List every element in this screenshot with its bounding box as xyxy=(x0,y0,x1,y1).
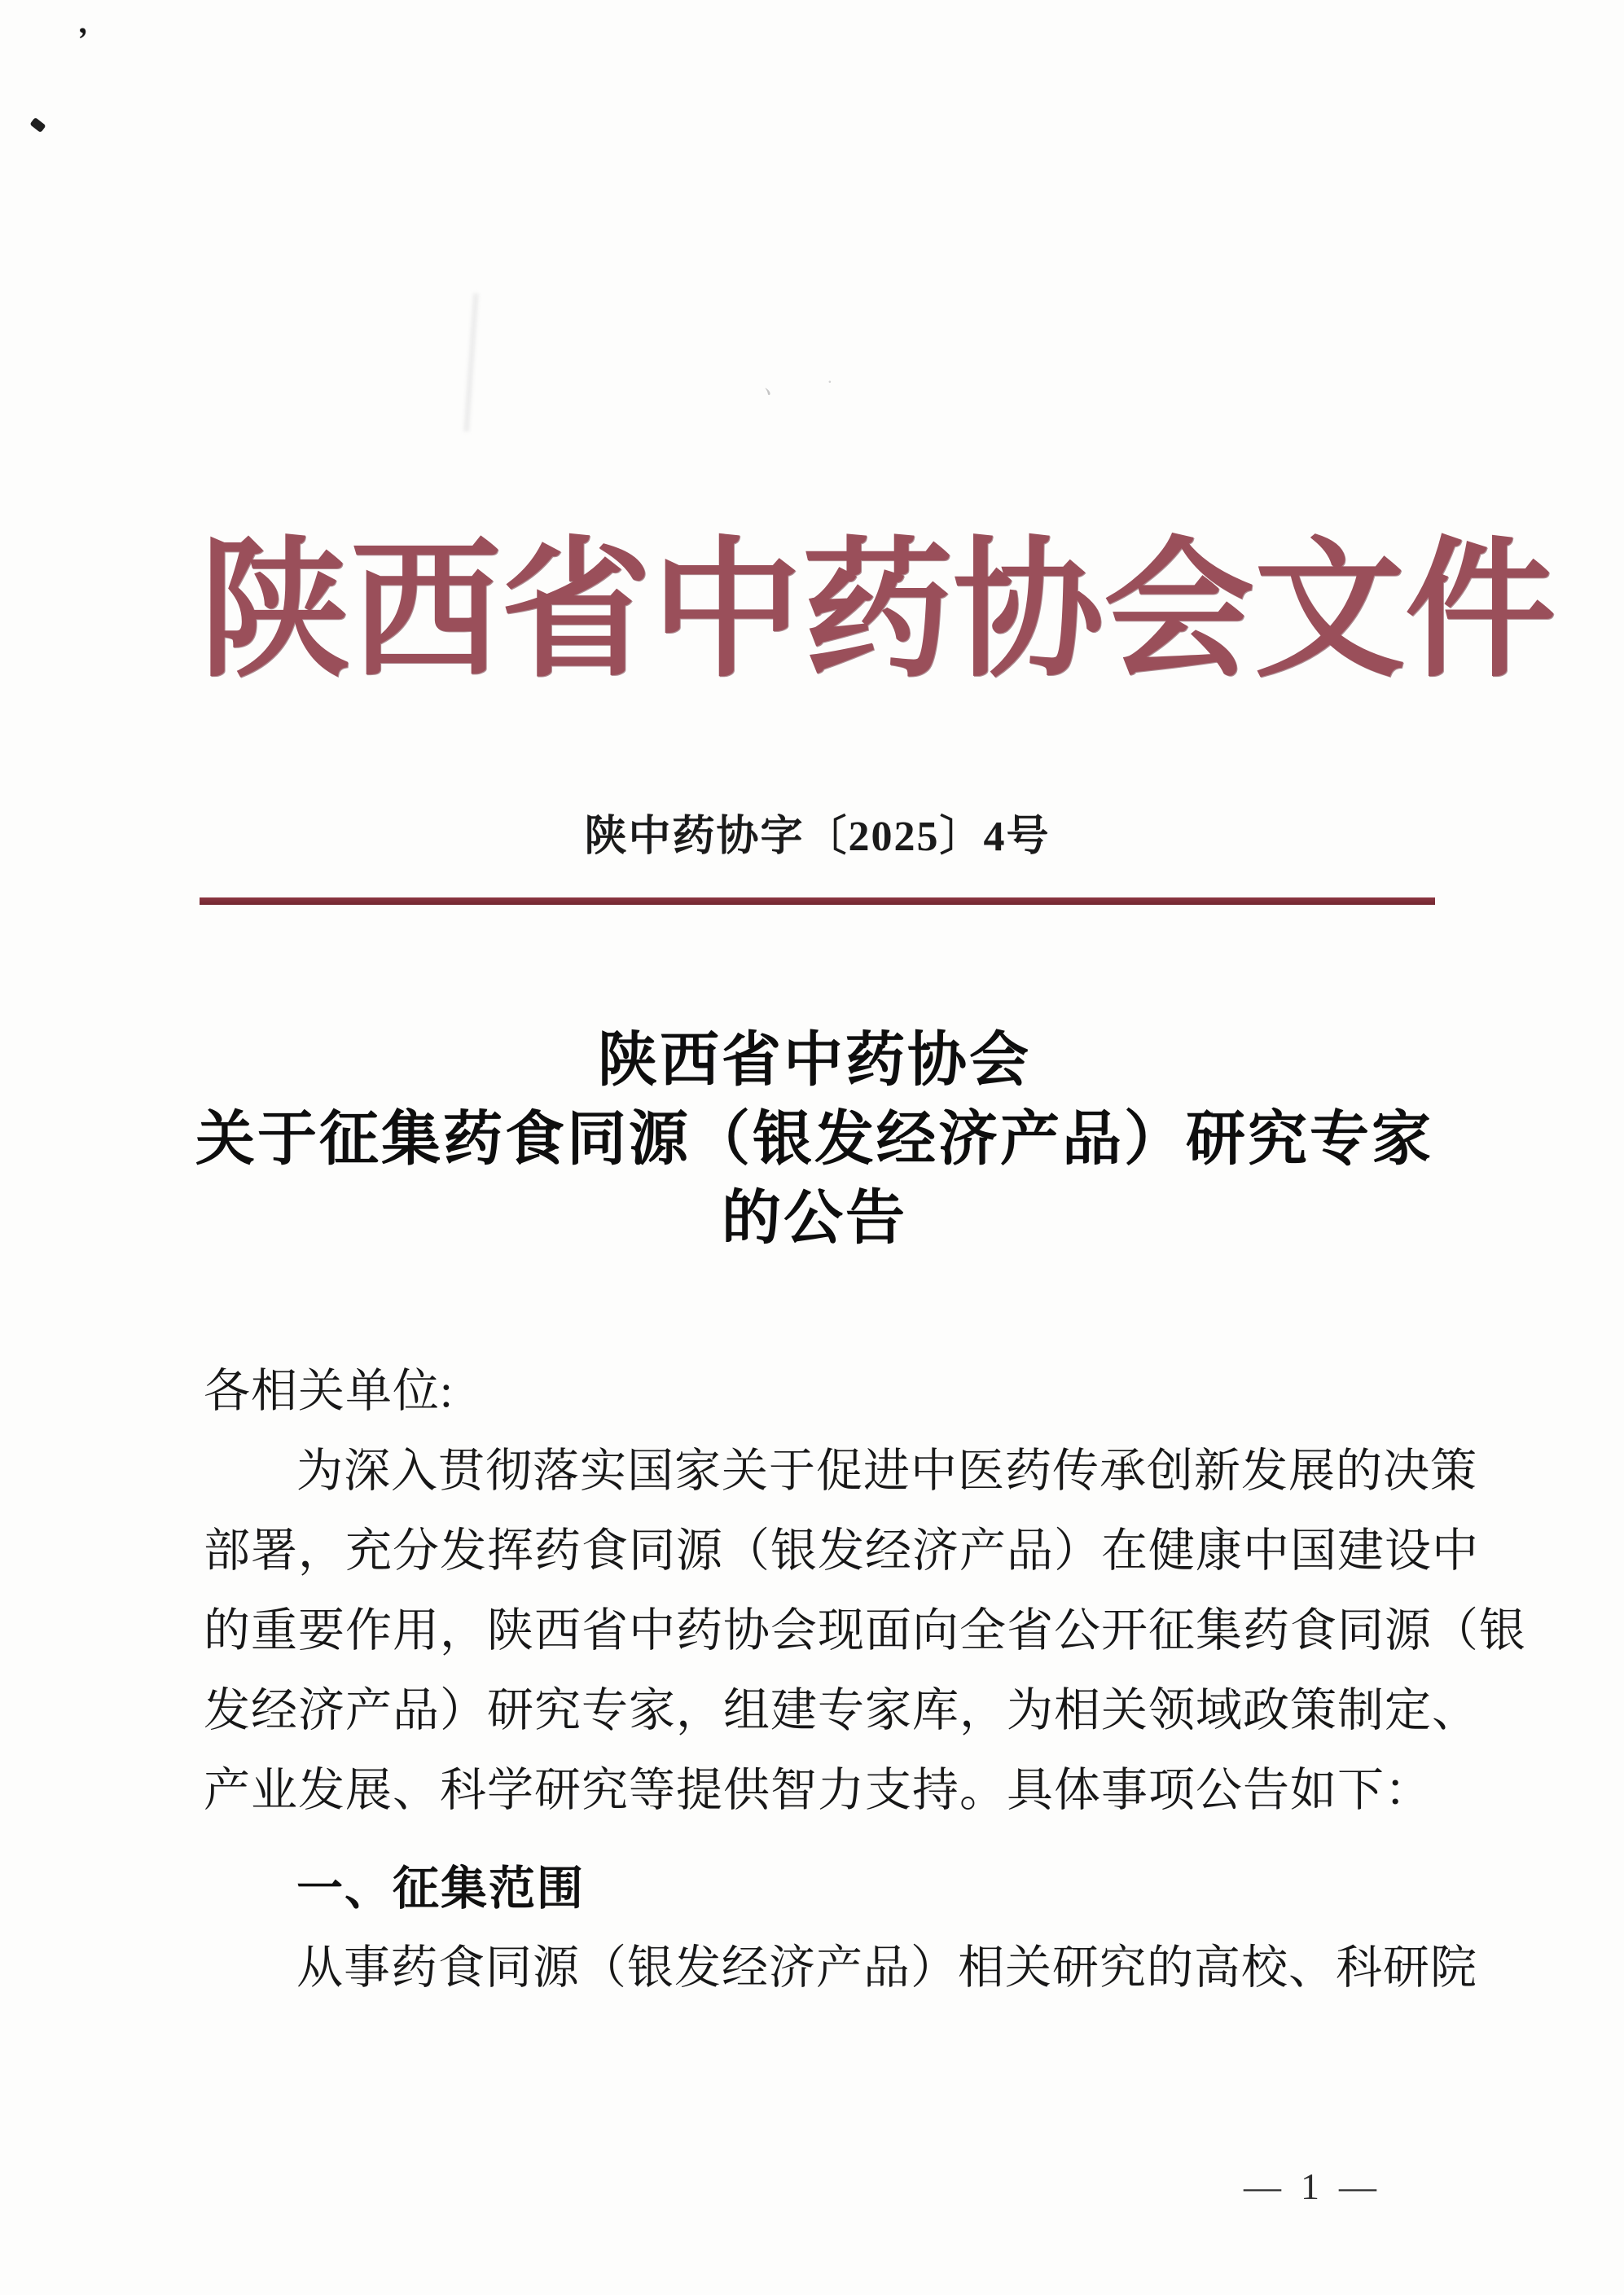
faint-smudge: · xyxy=(821,371,839,392)
document-title-line3: 的公告 xyxy=(722,1185,907,1251)
faint-smudge: 、 xyxy=(762,371,792,404)
letterhead-title: 陕西省中药协会文件 xyxy=(200,529,1556,696)
paragraph-line: 从事药食同源（银发经济产品）相关研究的高校、科研院 xyxy=(296,1942,1477,1994)
ink-speck: ’ xyxy=(75,20,92,58)
page-number xyxy=(1226,2165,1396,2208)
page-number-value: 1 xyxy=(1301,2166,1321,2207)
section-heading: 一、征集范围 xyxy=(296,1863,585,1915)
paragraph-line: 部署，充分发挥药食同源（银发经济产品）在健康中国建设中 xyxy=(204,1525,1479,1577)
paragraph-line: 产业发展、科学研究等提供智力支持。具体事项公告如下： xyxy=(204,1765,1432,1816)
document-number: 陕中药协字〔2025〕4号 xyxy=(584,814,1051,860)
ink-speck xyxy=(29,117,46,133)
page-number-dash: — xyxy=(1244,2166,1283,2207)
scan-streak xyxy=(463,293,479,432)
document-body xyxy=(204,1352,1526,2008)
red-divider-rule xyxy=(200,897,1435,905)
salutation: 各相关单位: xyxy=(204,1366,454,1417)
paragraph-line: 发经济产品）研究专家，组建专家库，为相关领域政策制定、 xyxy=(204,1685,1479,1736)
page-number-dash: — xyxy=(1339,2166,1378,2207)
document-title-line1: 陕西省中药协会 xyxy=(598,1027,1031,1093)
paragraph-line: 的重要作用，陕西省中药协会现面向全省公开征集药食同源（银 xyxy=(204,1605,1526,1657)
document-title xyxy=(163,1020,1466,1257)
paragraph-line: 为深入贯彻落实国家关于促进中医药传承创新发展的决策 xyxy=(296,1446,1477,1497)
document-title-line2: 关于征集药食同源（银发经济产品）研究专家 xyxy=(195,1106,1433,1172)
